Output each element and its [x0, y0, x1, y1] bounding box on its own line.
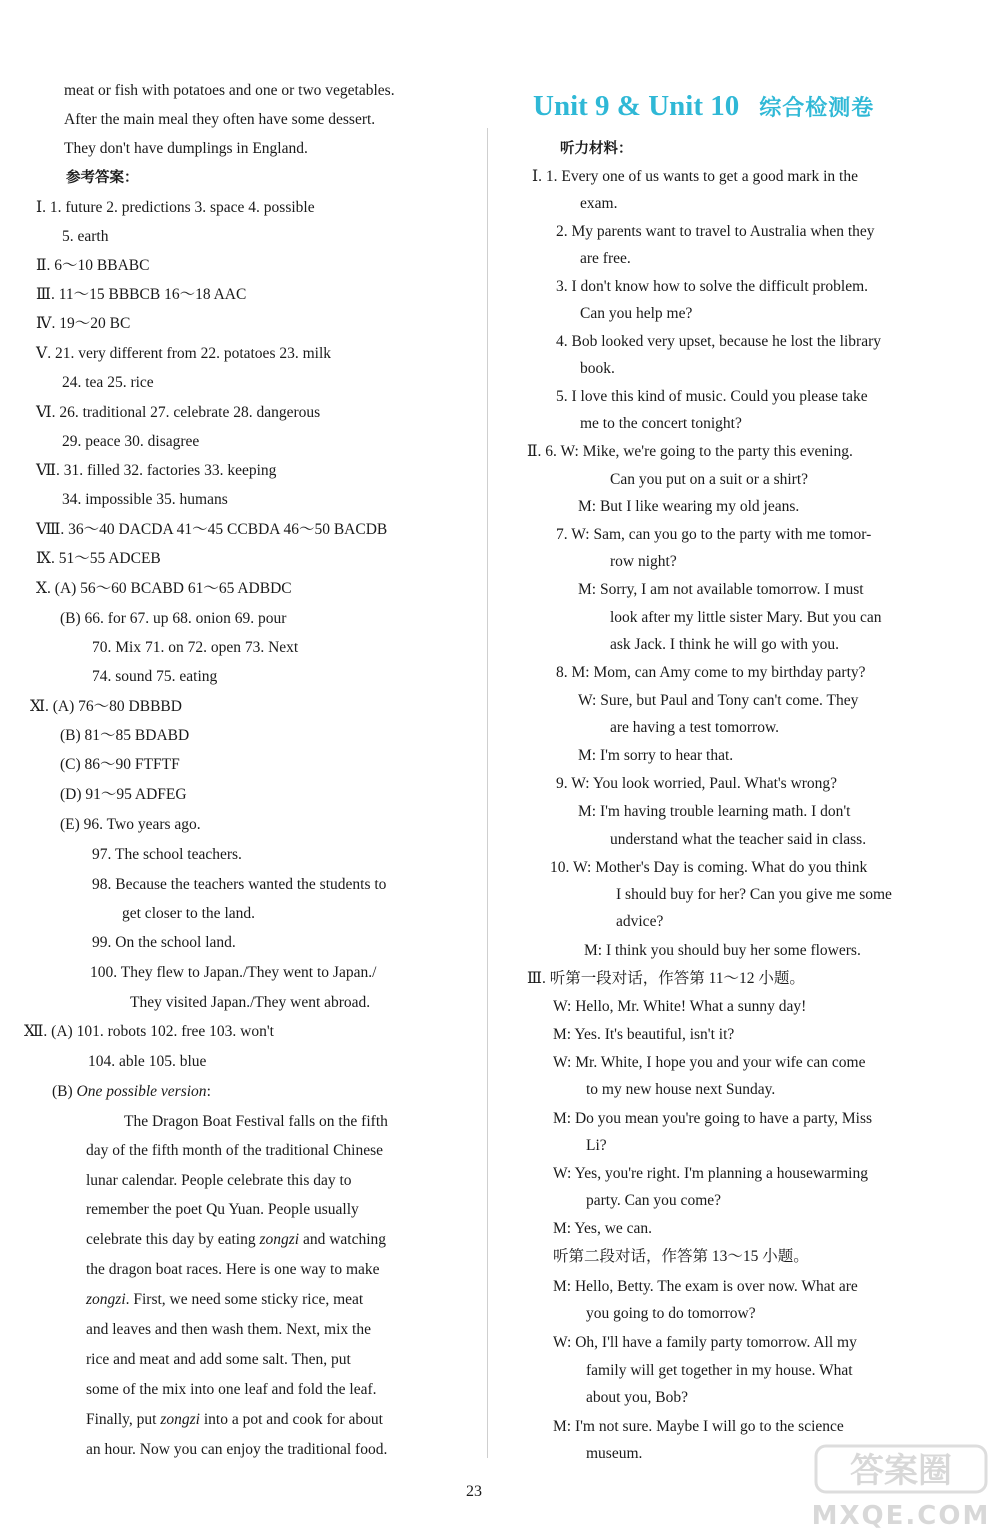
text-line: are having a test tomorrow. [610, 719, 780, 736]
text-line: you going to do tomorrow? [586, 1305, 756, 1322]
text-line: remember the poet Qu Yuan. People usually [86, 1201, 359, 1218]
text-line: day of the fifth month of the traditional Chinese [86, 1142, 384, 1159]
text-line: Ⅹ. (A) 56～60 BCABD 61～65 ADBDC [36, 580, 292, 597]
text-line: W: Yes, you're right. I'm planning a housewarming [553, 1165, 868, 1182]
text-line: Ⅱ. 6. W: Mike, we're going to the party this evening. [527, 443, 853, 460]
text-line: (B) 66. for 67. up 68. onion 69. pour [60, 610, 287, 627]
text-line: some of the mix into one leaf and fold the leaf. [86, 1381, 377, 1398]
text-line: W: Mr. White, I hope you and your wife can come [553, 1054, 866, 1071]
text-line: 4. Bob looked very upset, because he lost the library [556, 333, 881, 350]
text-line: ask Jack. I think he will go with you. [610, 636, 840, 653]
text-line: about you, Bob? [586, 1389, 689, 1406]
text-line: W: Oh, I'll have a family party tomorrow. All my [553, 1334, 857, 1351]
text-line: M: Yes. It's beautiful, isn't it? [553, 1026, 735, 1043]
text-line: W: Sure, but Paul and Tony can't come. They [578, 692, 859, 709]
text-line: look after my little sister Mary. But you can [610, 609, 882, 626]
text-line: 5. I love this kind of music. Could you please take [556, 388, 868, 405]
text-line: (E) 96. Two years ago. [60, 816, 201, 833]
text-line: book. [580, 360, 615, 377]
text-line: family will get together in my house. What [586, 1362, 853, 1379]
text-line: row night? [610, 553, 677, 570]
text-line: celebrate this day by eating zongzi and watching [86, 1231, 387, 1248]
text-line: 9. W: You look worried, Paul. What's wrong? [556, 775, 838, 792]
text-line: (B) One possible version: [52, 1083, 211, 1100]
text-line: 24. tea 25. rice [62, 374, 154, 391]
text-line: to my new house next Sunday. [586, 1081, 776, 1098]
text-line: 104. able 105. blue [88, 1053, 207, 1070]
text-line: (B) 81～85 BDABD [60, 727, 190, 744]
text-line: Can you help me? [580, 305, 693, 322]
text-line: M: I think you should buy her some flowers. [584, 942, 861, 959]
text-line: M: I'm having trouble learning math. I don't [578, 803, 851, 820]
text-line: Ⅲ. 听第一段对话，作答第 11～12 小题。 [527, 970, 805, 987]
text-line: M: But I like wearing my old jeans. [578, 498, 800, 515]
text-line: are free. [580, 250, 631, 267]
column-divider [487, 128, 488, 1458]
text-line: 8. M: Mom, can Amy come to my birthday party? [556, 664, 866, 681]
text-line: 99. On the school land. [92, 934, 236, 951]
text-line: Ⅺ. (A) 76～80 DBBBD [30, 698, 182, 715]
text-line: 参考答案： [66, 170, 139, 186]
text-line: M: Sorry, I am not available tomorrow. I must [578, 581, 864, 598]
text-line: Ⅻ. (A) 101. robots 102. free 103. won't [24, 1023, 274, 1040]
text-line: M: Hello, Betty. The exam is over now. What are [553, 1278, 858, 1295]
text-line: advice? [616, 913, 664, 930]
text-line: understand what the teacher said in class. [610, 831, 867, 848]
text-line: me to the concert tonight? [580, 415, 742, 432]
text-line: Li? [586, 1137, 607, 1154]
text-line: (D) 91～95 ADFEG [60, 786, 187, 803]
watermark-text-cn: 答案圈 [850, 1451, 952, 1491]
text-line: party. Can you come? [586, 1192, 722, 1209]
text-line: They don't have dumplings in England. [64, 140, 308, 157]
text-line: 7. W: Sam, can you go to the party with me tomor- [556, 526, 872, 543]
section-title-main: Unit 9 & Unit 10 [533, 90, 740, 122]
text-line: 74. sound 75. eating [92, 668, 218, 685]
text-line: The Dragon Boat Festival falls on the fifth [124, 1113, 388, 1130]
text-line: Ⅴ. 21. very different from 22. potatoes 23. milk [36, 345, 332, 362]
text-line: Can you put on a suit or a shirt? [610, 471, 809, 488]
text-line: 70. Mix 71. on 72. open 73. Next [92, 639, 299, 656]
watermark-logo [808, 1440, 994, 1530]
text-line: M: Do you mean you're going to have a party, Miss [553, 1110, 873, 1127]
text-line: M: I'm not sure. Maybe I will go to the science [553, 1418, 844, 1435]
text-line: Ⅱ. 6～10 BBABC [36, 257, 150, 274]
text-line: exam. [580, 195, 618, 212]
text-line: meat or fish with potatoes and one or two vegetables. [64, 82, 395, 99]
text-line: the dragon boat races. Here is one way to make [86, 1261, 380, 1278]
text-line: M: I'm sorry to hear that. [578, 747, 734, 764]
text-line: 97. The school teachers. [92, 846, 242, 863]
text-line: 听力材料： [560, 141, 633, 157]
text-line: lunar calendar. People celebrate this day to [86, 1172, 352, 1189]
text-line: Ⅰ. 1. future 2. predictions 3. space 4. possible [36, 199, 315, 216]
text-line: M: Yes, we can. [553, 1220, 653, 1237]
text-line: Ⅶ. 31. filled 32. factories 33. keeping [36, 462, 277, 479]
text-line: Ⅸ. 51～55 ADCEB [36, 550, 161, 567]
text-line: 100. They flew to Japan./They went to Japan./ [90, 964, 377, 981]
text-line: museum. [586, 1445, 643, 1462]
text-line: They visited Japan./They went abroad. [130, 994, 371, 1011]
text-line: 2. My parents want to travel to Australia when they [556, 223, 875, 240]
page-number: 23 [466, 1483, 482, 1500]
section-title [533, 88, 874, 127]
text-line: After the main meal they often have some dessert. [64, 111, 376, 128]
text-line: rice and meat and add some salt. Then, put [86, 1351, 351, 1368]
text-line: Ⅲ. 11～15 BBBCB 16～18 AAC [36, 286, 247, 303]
text-line: I should buy for her? Can you give me some [616, 886, 892, 903]
text-line: 10. W: Mother's Day is coming. What do you think [550, 859, 868, 876]
text-line: W: Hello, Mr. White! What a sunny day! [553, 998, 807, 1015]
text-line: Finally, put zongzi into a pot and cook for about [86, 1411, 383, 1428]
text-line: 3. I don't know how to solve the difficult problem. [556, 278, 869, 295]
text-line: 听第二段对话，作答第 13～15 小题。 [553, 1248, 809, 1265]
text-line: get closer to the land. [122, 905, 255, 922]
text-line: Ⅳ. 19～20 BC [36, 315, 131, 332]
section-title-sub: 综合检测卷 [759, 96, 875, 121]
text-line: Ⅰ. 1. Every one of us wants to get a good mark in the [532, 168, 858, 185]
watermark-text-en: MXQE.COM [811, 1501, 991, 1530]
text-line: (C) 86～90 FTFTF [60, 756, 180, 773]
text-line: 98. Because the teachers wanted the students to [92, 876, 387, 893]
text-line: an hour. Now you can enjoy the traditional food. [86, 1441, 388, 1458]
text-line: Ⅵ. 26. traditional 27. celebrate 28. dangerous [36, 404, 321, 421]
text-line: 29. peace 30. disagree [62, 433, 200, 450]
text-line: 34. impossible 35. humans [62, 491, 228, 508]
text-line: zongzi. First, we need some sticky rice, meat [86, 1291, 364, 1308]
text-line: and leaves and then wash them. Next, mix the [86, 1321, 371, 1338]
text-line: Ⅷ. 36～40 DACDA 41～45 CCBDA 46～50 BACDB [36, 521, 388, 538]
text-line: 5. earth [62, 228, 109, 245]
